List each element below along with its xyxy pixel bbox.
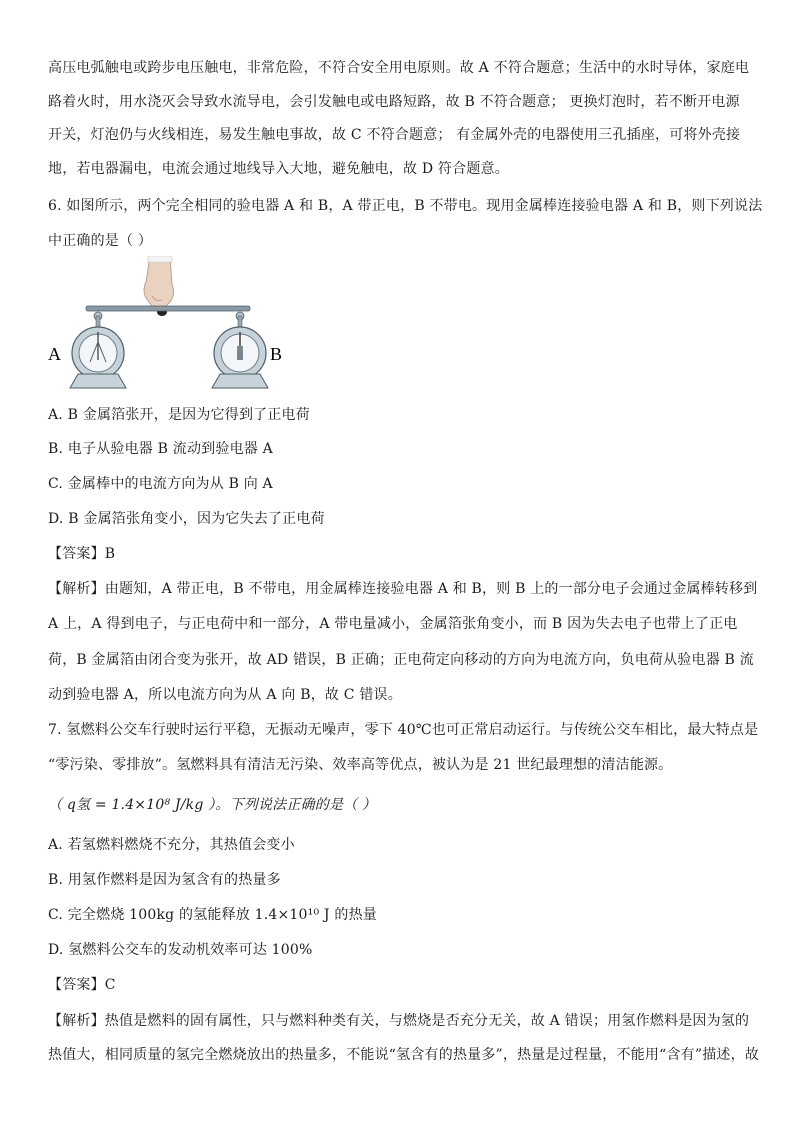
option-a: A. B 金属箔张开，是因为它得到了正电荷 xyxy=(48,407,310,423)
metal-rod xyxy=(86,306,250,311)
label-a: A xyxy=(48,344,61,364)
analysis-6: 【解析】由题知，A 带正电，B 不带电，用金属棒连接验电器 A 和 B，则 B 上的一部分电子会通过金属棒转移到 xyxy=(48,581,758,597)
option-b: B. 电子从验电器 B 流动到验电器 A xyxy=(48,441,273,457)
option-b: B. 用氢作燃料是因为氢含有的热量多 xyxy=(48,872,281,888)
question-7-stem: “零污染、零排放”。氢燃料具有清洁无污染、效率高等优点，被认为是 21 世纪最理想的清洁能源。 xyxy=(48,757,673,773)
option-c: C. 完全燃烧 100kg 的氢能释放 1.4×10¹⁰ J 的热量 xyxy=(48,907,377,923)
analysis-6: A 上，A 得到电子，与正电荷中和一部分，A 带电量减小，金属箔张角变小，而 B 因为失去电子也带上了正电 xyxy=(48,616,738,632)
option-a: A. 若氢燃料燃烧不充分，其热值会变小 xyxy=(48,837,295,853)
option-d: D. 氢燃料公交车的发动机效率可达 100% xyxy=(48,942,313,958)
analysis-6: 动到验电器 A，所以电流方向为从 A 向 B，故 C 错误。 xyxy=(48,687,402,703)
text-line: 开关，灯泡仍与火线相连，易发生触电事故，故 C 不符合题意； 有金属外壳的电器使用三孔插座，可将外壳接 xyxy=(48,127,741,143)
question-6-stem: 中正确的是（ ） xyxy=(48,233,153,249)
label-b: B xyxy=(270,344,283,364)
analysis-7: 【解析】热值是燃料的固有属性，只与燃料种类有关，与燃烧是否充分无关，故 A 错误；用氢作燃料是因为氢的 xyxy=(48,1013,750,1029)
electroscope-figure xyxy=(46,256,296,392)
analysis-6: 荷，B 金属箔由闭合变为张开，故 AD 错误，B 正确；正电荷定向移动的方向为电流方向，负电荷从验电器 B 流 xyxy=(48,652,754,668)
electroscope-a xyxy=(70,312,126,388)
option-c: C. 金属棒中的电流方向为从 B 向 A xyxy=(48,476,273,492)
question-7-stem: 7. 氢燃料公交车行驶时运行平稳，无振动无噪声，零下 40℃也可正常启动运行。与传统公交车相比，最大特点是 xyxy=(48,722,759,738)
text-line: 高压电弧触电或跨步电压触电，非常危险，不符合安全用电原则。故 A 不符合题意；生活中的水时导体，家庭电 xyxy=(48,60,750,76)
text-line: 路着火时，用水浇灭会导致水流导电，会引发触电或电路短路，故 B 不符合题意； 更换灯泡时，若不断开电源 xyxy=(48,94,740,110)
option-d: D. B 金属箔张角变小，因为它失去了正电荷 xyxy=(48,511,325,527)
electroscope-b xyxy=(212,312,268,388)
question-6-stem: 6. 如图所示，两个完全相同的验电器 A 和 B，A 带正电，B 不带电。现用金属棒连接验电器 A 和 B，则下列说法 xyxy=(48,198,763,214)
analysis-7: 热值大，相同质量的氢完全燃烧放出的热量多，不能说“氢含有的热量多”，热量是过程量，不能用“含有”描述，故 xyxy=(48,1047,760,1063)
question-7-formula: （ q氢 = 1.4×10⁸ J/kg ）。下列说法正确的是（ ） xyxy=(48,797,377,813)
answer-7: 【答案】C xyxy=(48,977,116,993)
answer-6: 【答案】B xyxy=(48,546,116,562)
text-line: 地，若电器漏电，电流会通过地线导入大地，避免触电，故 D 符合题意。 xyxy=(48,161,509,177)
